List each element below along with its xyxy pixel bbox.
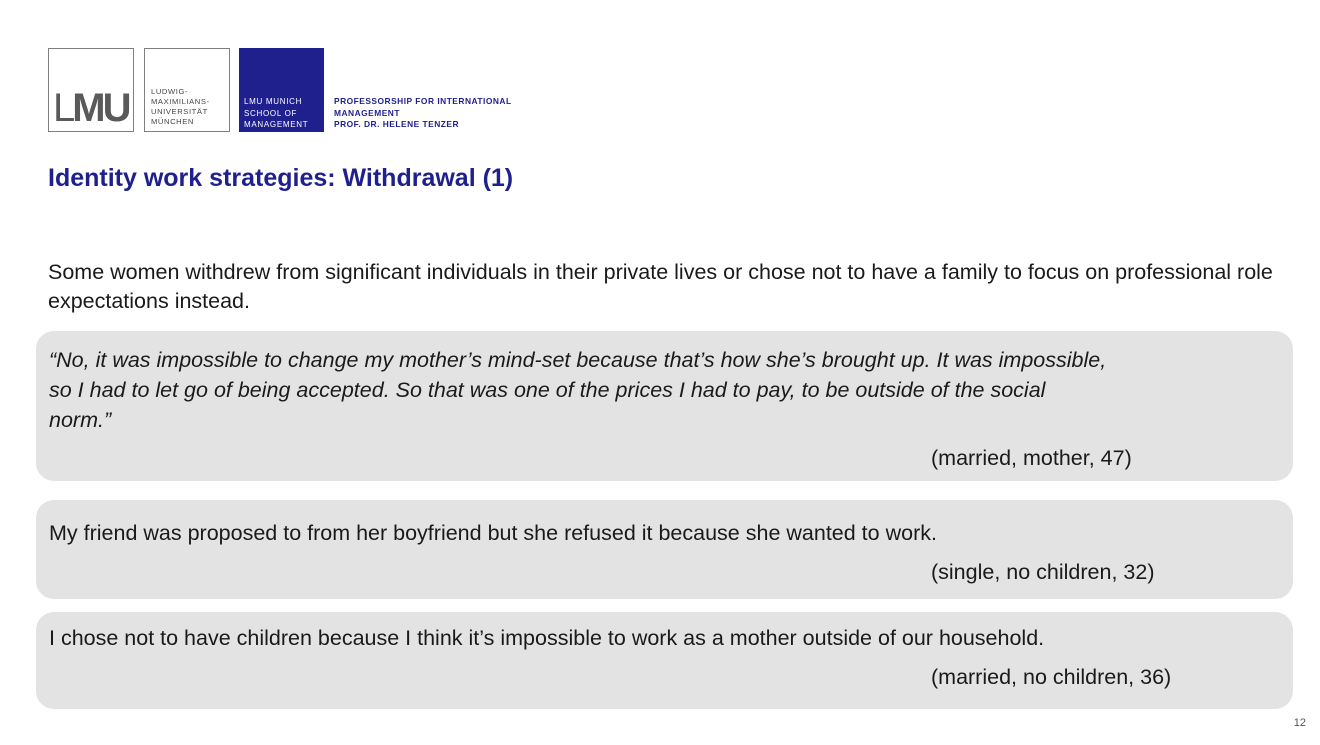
professorship-line: MANAGEMENT	[334, 107, 400, 118]
quote-card	[36, 331, 1293, 481]
quote-line: so I had to let go of being accepted. So that was one of the prices I had to pay, to be outside of the social	[49, 378, 1046, 402]
university-line: UNIVERSITÄT	[151, 107, 208, 116]
professorship-line: PROF. DR. HELENE TENZER	[334, 119, 460, 129]
quote-card	[36, 500, 1293, 599]
school-line: SCHOOL OF	[244, 108, 298, 118]
quote-line: My friend was proposed to from her boyfriend but she refused it because she wanted to work.	[49, 521, 937, 545]
page-number: 12	[1293, 717, 1306, 729]
lmu-wordmark-thin: L	[53, 86, 73, 130]
lmu-logo	[48, 48, 134, 132]
lmu-wordmark	[53, 88, 128, 128]
quote-card	[36, 612, 1293, 709]
quote-text	[49, 623, 1279, 653]
quote-attribution: (single, no children, 32)	[931, 560, 1155, 584]
quote-line: “No, it was impossible to change my mother’s mind-set because that’s how she’s brought up. It was impossible,	[49, 348, 1107, 372]
quote-line: I chose not to have children because I think it’s impossible to work as a mother outside of our household.	[49, 626, 1045, 650]
school-line: MANAGEMENT	[244, 120, 309, 129]
school-of-management-logo	[239, 48, 324, 132]
university-line: LUDWIG-	[151, 87, 189, 96]
university-line: MAXIMILIANS-	[151, 97, 210, 106]
slide-title: Identity work strategies: Withdrawal (1)	[48, 164, 514, 192]
lmu-wordmark-bold: MU	[72, 86, 129, 130]
quote-attribution: (married, no children, 36)	[931, 665, 1172, 689]
professorship-line: PROFESSORSHIP FOR INTERNATIONAL	[334, 96, 512, 106]
intro-paragraph: Some women withdrew from significant individuals in their private lives or chose not to have a family to focus on professional role expectations instead.	[48, 260, 1273, 313]
quote-text	[49, 345, 1279, 435]
school-line: LMU MUNICH	[244, 97, 303, 106]
university-line: MÜNCHEN	[151, 117, 195, 126]
quote-text	[49, 518, 1279, 548]
professorship-label	[334, 96, 512, 131]
university-name-logo	[144, 48, 230, 132]
quote-attribution: (married, mother, 47)	[931, 446, 1132, 470]
quote-line: norm.”	[49, 408, 112, 432]
